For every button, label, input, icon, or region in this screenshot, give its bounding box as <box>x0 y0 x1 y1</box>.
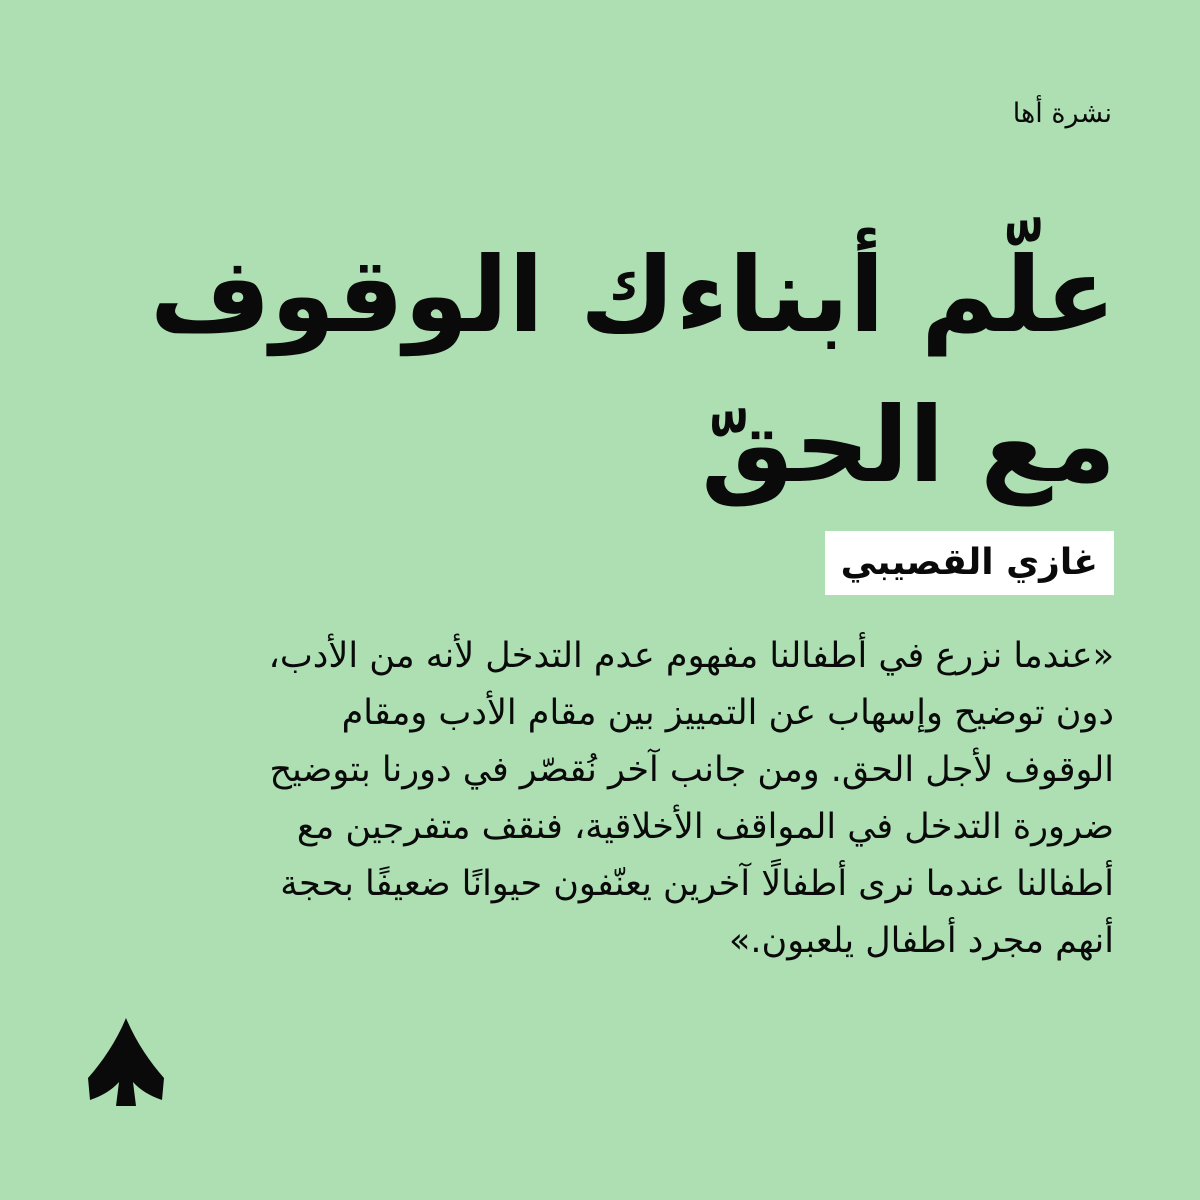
headline-line: مع الحقّ <box>700 384 1116 506</box>
quote-line: الوقوف لأجل الحق. ومن جانب آخر نُقصّر في دورنا بتوضيح <box>269 750 1114 790</box>
page-number <box>86 1016 166 1108</box>
quote-line: «عندما نزرع في أطفالنا مفهوم عدم التدخل لأنه من الأدب، <box>268 636 1114 676</box>
quote-line: أطفالنا عندما نرى أطفالًا آخرين يعنّفون حيوانًا ضعيفًا بحجة <box>280 864 1114 904</box>
headline-line: علّم أبناءك الوقوف <box>149 234 1116 356</box>
newsletter-label: نشرة أها <box>1012 98 1112 129</box>
quote-line: ضرورة التدخل في المواقف الأخلاقية، فنقف متفرجين مع <box>296 807 1114 847</box>
author-tag: غازي القصيبي <box>825 531 1114 595</box>
headline <box>116 220 1116 520</box>
page-number-glyph <box>88 1018 164 1106</box>
quote-text <box>84 628 1114 970</box>
quote-line: دون توضيح وإسهاب عن التمييز بين مقام الأدب ومقام <box>341 693 1114 733</box>
quote-line: أنهم مجرد أطفال يلعبون.» <box>729 921 1114 961</box>
